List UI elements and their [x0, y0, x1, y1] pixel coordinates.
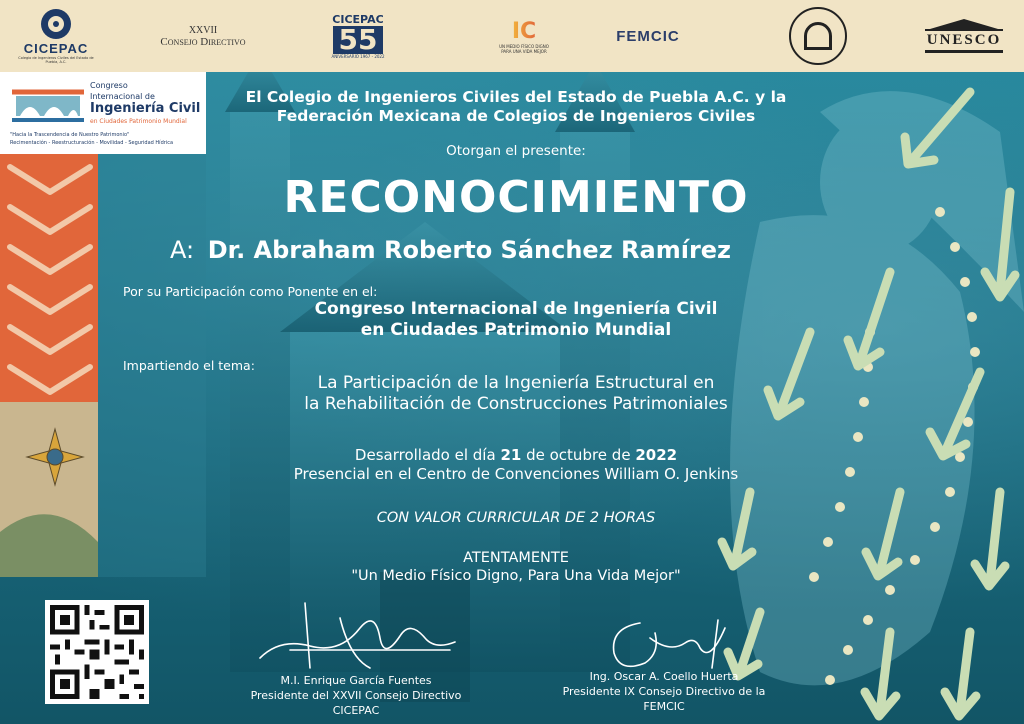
consejo-directivo-label	[148, 6, 258, 66]
topic-name	[206, 373, 826, 415]
femcic-logo	[598, 6, 698, 66]
congreso-logo-line4: en Ciudades Patrimonio Mundial	[90, 118, 187, 125]
medio-fisico-mark: IC	[511, 18, 537, 44]
signatory-2-org: FEMCIC	[643, 700, 685, 713]
cicepac-logo-text: CICEPAC	[23, 40, 89, 56]
unesco-logo	[928, 6, 1000, 66]
congreso-logo-topics: Recimentación - Reestructuración - Movilidad - Seguridad Hídrica	[10, 140, 174, 146]
event-line-2: en Ciudades Patrimonio Mundial	[360, 320, 672, 340]
date-middle: de octubre de	[526, 446, 631, 464]
bridge-icon	[10, 80, 86, 126]
closing-word: ATENTAMENTE	[463, 550, 569, 566]
date-prefix: Desarrollado el día	[354, 446, 496, 464]
grant-text: Otorgan el presente:	[446, 143, 586, 159]
topic-label: Impartiendo el tema:	[123, 358, 255, 373]
recipient-line	[170, 236, 731, 264]
topic-line-1: La Participación de la Ingeniería Estructural en	[317, 373, 715, 393]
participation-label: Por su Participación como Ponente en el:	[123, 284, 378, 299]
event-name	[206, 299, 826, 341]
closing-block	[206, 549, 826, 585]
signatory-1-role: Presidente del XXVII Consejo Directivo	[250, 689, 462, 702]
signatory-2	[540, 669, 788, 714]
signatory-2-role: Presidente IX Consejo Directivo de la	[562, 685, 766, 698]
world-heritage-logo	[786, 6, 850, 66]
logo-header-bar	[0, 0, 1024, 72]
congreso-logo-tagline: "Hacia la Trascendencia de Nuestro Patrimonio"	[10, 132, 130, 138]
congreso-logo-line1: Congreso	[90, 81, 128, 90]
event-line-1: Congreso Internacional de Ingeniería Civil	[314, 299, 718, 319]
motto: "Un Medio Físico Digno, Para Una Vida Mejor"	[351, 568, 681, 584]
signatory-1	[236, 673, 476, 718]
medio-fisico-logo	[494, 6, 554, 66]
issuer-block	[206, 88, 826, 126]
certificate-title: RECONOCIMIENTO	[283, 172, 749, 223]
signatory-1-name: M.I. Enrique García Fuentes	[280, 674, 432, 687]
anniversary-logo-top: CICEPAC	[332, 13, 384, 26]
date-year: 2022	[635, 446, 678, 464]
signatory-2-name: Ing. Oscar A. Coello Huerta	[589, 670, 739, 683]
signature-2	[600, 608, 740, 678]
topic-line-2: la Rehabilitación de Construcciones Patrimoniales	[304, 394, 728, 414]
anniversary-logo-sub: ANIVERSARIO 1967 - 2022	[331, 54, 385, 59]
curricular-value: CON VALOR CURRICULAR DE 2 HORAS	[376, 510, 656, 526]
cicepac-logo	[16, 6, 96, 66]
consejo-number: XXVII	[188, 24, 218, 36]
date-venue-block	[206, 446, 826, 484]
anniversary-logo-number: 55	[333, 26, 384, 54]
signatory-1-org: CICEPAC	[332, 704, 380, 717]
cicepac-logo-subtext: Colegio de Ingenieros Civiles del Estado de Puebla, A.C.	[18, 55, 94, 64]
medio-fisico-text: UN MEDIO FÍSICO DIGNO PARA UNA VIDA MEJOR	[499, 43, 549, 54]
consejo-label: Consejo Directivo	[160, 35, 246, 48]
qr-code[interactable]	[45, 600, 149, 704]
congreso-logo-line2: Internacional de	[90, 92, 155, 101]
recipient-prefix: A:	[170, 236, 195, 264]
issuer-line-1: El Colegio de Ingenieros Civiles del Estado de Puebla A.C. y la	[245, 88, 787, 106]
femcic-logo-text: FEMCIC	[616, 27, 680, 45]
date-day: 21	[500, 446, 522, 464]
event-date	[206, 446, 826, 465]
congreso-logo-line3: Ingeniería Civil	[90, 101, 201, 116]
unesco-logo-text: UNESCO	[925, 29, 1004, 53]
signature-1	[250, 598, 470, 678]
recipient-name: Dr. Abraham Roberto Sánchez Ramírez	[207, 236, 732, 264]
anniversary-logo	[326, 6, 390, 66]
qr-code-pattern	[45, 600, 149, 704]
issuer-line-2: Federación Mexicana de Colegios de Ingenieros Civiles	[276, 107, 756, 125]
event-venue: Presencial en el Centro de Convenciones William O. Jenkins	[293, 465, 739, 483]
congreso-logo	[0, 72, 206, 154]
